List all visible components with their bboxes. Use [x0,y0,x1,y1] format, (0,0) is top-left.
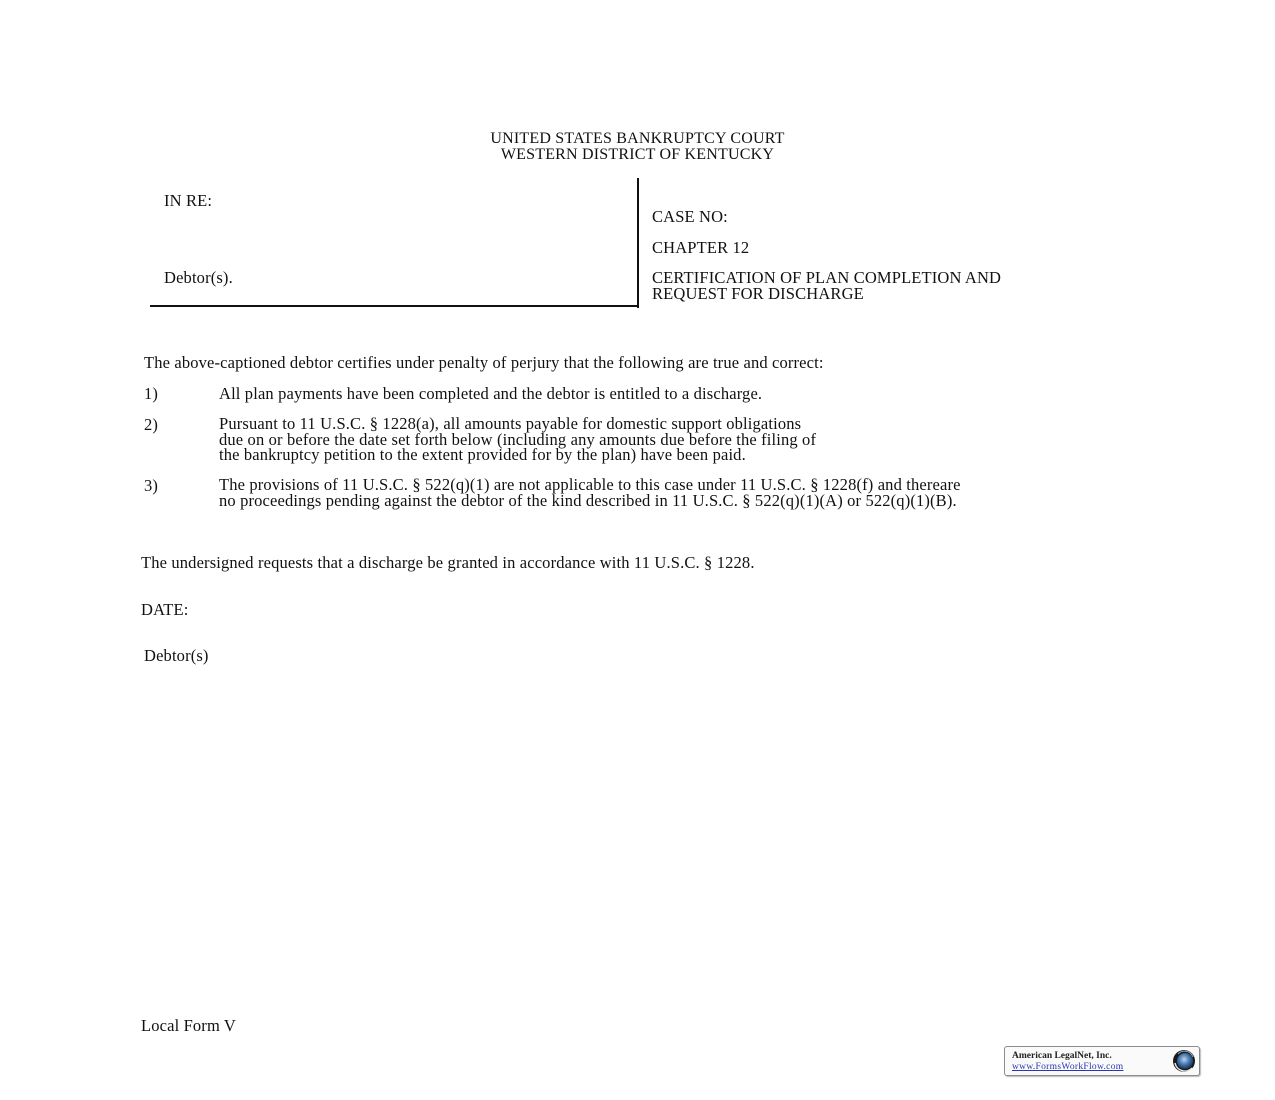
item-line: All plan payments have been completed and the debtor is entitled to a discharge. [219,384,763,403]
chapter-label: CHAPTER 12 [652,238,750,257]
certification-intro: The above-captioned debtor certifies under penalty of perjury that the following are true and correct: [144,353,824,372]
item-line: due on or before the date set forth below (including any amounts due before the filing of [219,429,817,449]
in-re-label: IN RE: [164,191,213,210]
court-name: UNITED STATES BANKRUPTCY COURT [490,130,785,147]
document-title-line1: CERTIFICATION OF PLAN COMPLETION AND [652,268,1002,287]
badge-url-link[interactable]: www.FormsWorkFlow.com [1012,1062,1124,1072]
debtors-label: Debtor(s). [164,268,233,287]
caption-vertical-divider [637,178,639,308]
item-number: 1) [144,384,159,403]
item-text [219,416,816,463]
court-district: WESTERN DISTRICT OF KENTUCKY [500,145,775,163]
item-number: 3) [144,476,159,495]
case-no-label: CASE NO: [652,207,728,226]
item-line: no proceedings pending against the debtor of the kind described in 11 U.S.C. § 522(q)(1)(A) or 522(q)(1)(B). [219,490,957,510]
date-label: DATE: [141,600,189,619]
item-number: 2) [144,415,159,434]
item-line: Pursuant to 11 U.S.C. § 1228(a), all amounts payable for domestic support obligations [219,414,802,433]
discharge-request: The undersigned requests that a discharge be granted in accordance with 11 U.S.C. § 1228. [141,553,755,572]
caption-horizontal-divider [150,305,639,307]
document-title-line2: REQUEST FOR DISCHARGE [652,284,864,303]
signature-label: Debtor(s) [144,646,209,665]
american-legalnet-badge[interactable] [1004,1046,1200,1076]
item-text [219,477,961,508]
item-text [219,386,762,402]
court-header [0,131,1275,162]
item-line: the bankruptcy petition to the extent provided for by the plan) have been paid. [219,445,746,465]
item-line: The provisions of 11 U.S.C. § 522(q)(1) are not applicable to this case under 11 U.S.C. § 1228(f) and thereare [219,475,961,494]
globe-logo-icon [1172,1049,1196,1073]
badge-company-name: American LegalNet, Inc. [1012,1051,1112,1061]
local-form-label: Local Form V [141,1016,236,1035]
